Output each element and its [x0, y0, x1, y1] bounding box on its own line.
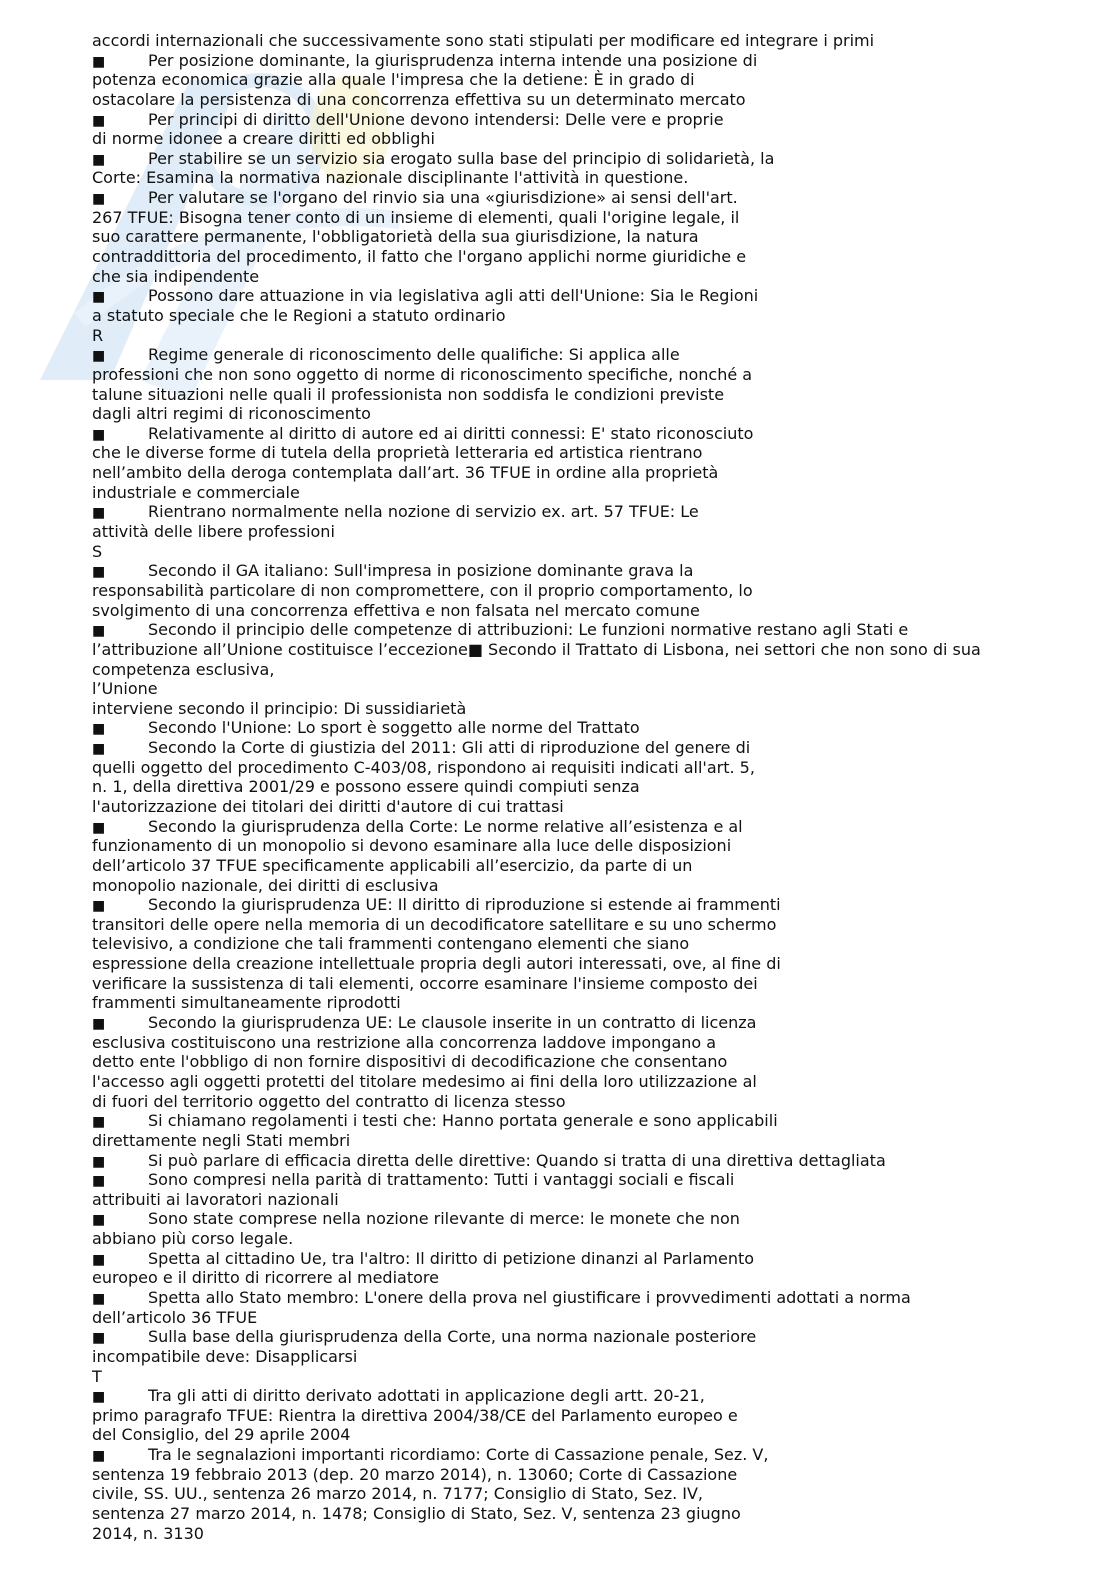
- line-text: n. 1, della direttiva 2001/29 e possono essere quindi compiuti senza: [92, 777, 640, 797]
- line-text: professioni che non sono oggetto di norme di riconoscimento specifiche, nonché a: [92, 364, 753, 384]
- line-text: di norme idonee a creare diritti ed obblighi: [92, 129, 435, 149]
- list-item: [92, 1288, 1052, 1308]
- line-text: nell’ambito della deroga contemplata dall’art. 36 TFUE in ordine alla proprietà: [92, 463, 719, 483]
- list-item: [92, 738, 1052, 758]
- bullet-icon: ■: [92, 191, 106, 208]
- list-item: [92, 1249, 1052, 1269]
- line-text: incompatibile deve: Disapplicarsi: [92, 1346, 358, 1366]
- list-item: [92, 149, 1052, 169]
- list-item: [92, 345, 1052, 365]
- line-text: Secondo il GA italiano: Sull'impresa in posizione dominante grava la: [148, 561, 694, 581]
- line-text: l’attribuzione all’Unione costituisce l’eccezione■ Secondo il Trattato di Lisbona, nei settori che non sono di sua: [92, 639, 981, 659]
- line-text: Corte: Esamina la normativa nazionale disciplinante l'attività in questione.: [92, 168, 689, 188]
- line-text: dagli altri regimi di riconoscimento: [92, 404, 371, 424]
- text-line: [92, 404, 1052, 424]
- text-line: [92, 581, 1052, 601]
- line-text: verificare la sussistenza di tali elementi, occorre esaminare l'insieme composto dei: [92, 973, 758, 993]
- line-text: Tra gli atti di diritto derivato adottati in applicazione degli artt. 20-21,: [148, 1386, 705, 1406]
- text-line: [92, 934, 1052, 954]
- line-text: primo paragrafo TFUE: Rientra la direttiva 2004/38/CE del Parlamento europeo e: [92, 1405, 738, 1425]
- line-text: R: [92, 325, 104, 345]
- line-text: che sia indipendente: [92, 266, 260, 286]
- text-line: [92, 1465, 1052, 1485]
- list-item: [92, 895, 1052, 915]
- text-line: [92, 1308, 1052, 1328]
- text-line: [92, 385, 1052, 405]
- document-page: [92, 31, 1052, 1543]
- bullet-icon: ■: [92, 112, 106, 129]
- bullet-icon: ■: [92, 289, 106, 306]
- list-item: [92, 1327, 1052, 1347]
- list-item: [92, 620, 1052, 640]
- line-text: T: [92, 1366, 102, 1386]
- bullet-icon: ■: [92, 1291, 106, 1307]
- line-text: Secondo il principio delle competenze di attribuzioni: Le funzioni normative restano agli Stati e: [148, 620, 909, 640]
- line-text: interviene secondo il principio: Di sussidiarietà: [92, 698, 467, 718]
- text-line: [92, 326, 1052, 346]
- line-text: S: [92, 541, 103, 561]
- line-text: Possono dare attuazione in via legislativa agli atti dell'Unione: Sia le Regioni: [148, 286, 759, 306]
- list-item: [92, 1151, 1052, 1171]
- line-text: Si chiamano regolamenti i testi che: Hanno portata generale e sono applicabili: [148, 1111, 778, 1131]
- text-line: [92, 1092, 1052, 1112]
- line-text: competenza esclusiva,: [92, 659, 275, 679]
- bullet-icon: ■: [92, 741, 106, 758]
- line-text: contraddittoria del procedimento, il fatto che l'organo applichi norme giuridiche e: [92, 247, 747, 267]
- text-line: [92, 463, 1052, 483]
- line-text: europeo e il diritto di ricorrere al mediatore: [92, 1268, 439, 1288]
- text-line: [92, 974, 1052, 994]
- text-line: [92, 1367, 1052, 1387]
- line-text: dell’articolo 36 TFUE: [92, 1307, 258, 1327]
- bullet-icon: ■: [92, 1173, 106, 1190]
- line-text: 267 TFUE: Bisogna tener conto di un insieme di elementi, quali l'origine legale, il: [92, 207, 740, 227]
- line-text: industriale e commerciale: [92, 482, 300, 502]
- list-item: [92, 1386, 1052, 1406]
- text-line: [92, 876, 1052, 896]
- bullet-icon: ■: [92, 1016, 106, 1033]
- line-text: Spetta allo Stato membro: L'onere della prova nel giustificare i provvedimenti adottati a norma: [148, 1288, 911, 1307]
- text-line: [92, 70, 1052, 90]
- bullet-icon: ■: [92, 898, 106, 915]
- list-item: [92, 1111, 1052, 1131]
- list-item: [92, 1445, 1052, 1465]
- list-item: [92, 718, 1052, 738]
- line-text: responsabilità particolare di non compromettere, con il proprio comportamento, lo: [92, 580, 753, 600]
- list-item: [92, 110, 1052, 130]
- line-text: accordi internazionali che successivamente sono stati stipulati per modificare ed integrare i primi: [92, 31, 875, 50]
- line-text: attribuiti ai lavoratori nazionali: [92, 1189, 339, 1209]
- line-text: Tra le segnalazioni importanti ricordiamo: Corte di Cassazione penale, Sez. V,: [148, 1445, 769, 1465]
- line-text: sentenza 27 marzo 2014, n. 1478; Consiglio di Stato, Sez. V, sentenza 23 giugno: [92, 1504, 741, 1524]
- line-text: che le diverse forme di tutela della proprietà letteraria ed artistica rientrano: [92, 443, 703, 463]
- line-text: Secondo la giurisprudenza UE: Le clausole inserite in un contratto di licenza: [148, 1013, 757, 1033]
- list-item: [92, 561, 1052, 581]
- line-text: direttamente negli Stati membri: [92, 1130, 351, 1150]
- bullet-icon: ■: [92, 1389, 106, 1406]
- text-line: [92, 777, 1052, 797]
- text-line: [92, 483, 1052, 503]
- line-text: di fuori del territorio oggetto del contratto di licenza stesso: [92, 1091, 566, 1111]
- list-item: [92, 502, 1052, 522]
- line-text: civile, SS. UU., sentenza 26 marzo 2014, n. 7177; Consiglio di Stato, Sez. IV,: [92, 1484, 704, 1504]
- text-line: [92, 1190, 1052, 1210]
- bullet-icon: ■: [92, 1330, 106, 1347]
- text-line: [92, 168, 1052, 188]
- line-text: svolgimento di una concorrenza effettiva e non falsata nel mercato comune: [92, 600, 700, 620]
- text-line: [92, 993, 1052, 1013]
- text-line: [92, 1504, 1052, 1524]
- text-line: [92, 227, 1052, 247]
- line-text: a statuto speciale che le Regioni a statuto ordinario: [92, 305, 506, 325]
- text-line: [92, 1406, 1052, 1426]
- text-line: [92, 129, 1052, 149]
- text-line: [92, 1052, 1052, 1072]
- line-text: talune situazioni nelle quali il professionista non soddisfa le condizioni previste: [92, 384, 725, 404]
- bullet-icon: ■: [92, 348, 106, 365]
- text-line: [92, 306, 1052, 326]
- text-line: [92, 1425, 1052, 1445]
- text-line: [92, 1347, 1052, 1367]
- text-line: [92, 1268, 1052, 1288]
- text-line: [92, 660, 1052, 680]
- line-text: espressione della creazione intellettuale propria degli autori interessati, ove, al fine di: [92, 954, 781, 974]
- line-text: monopolio nazionale, dei diritti di esclusiva: [92, 875, 439, 895]
- line-text: Per valutare se l'organo del rinvio sia una «giurisdizione» ai sensi dell'art.: [148, 188, 738, 208]
- text-line: [92, 208, 1052, 228]
- text-line: [92, 90, 1052, 110]
- line-text: Spetta al cittadino Ue, tra l'altro: Il diritto di petizione dinanzi al Parlamento: [148, 1248, 755, 1268]
- line-text: Regime generale di riconoscimento delle qualifiche: Si applica alle: [148, 345, 680, 365]
- text-line: [92, 1229, 1052, 1249]
- line-text: l'accesso agli oggetti protetti del titolare medesimo ai fini della loro utilizzazione al: [92, 1071, 757, 1091]
- line-text: funzionamento di un monopolio si devono esaminare alla luce delle disposizioni: [92, 836, 732, 856]
- line-text: televisivo, a condizione che tali frammenti contengano elementi che siano: [92, 934, 690, 954]
- list-item: [92, 817, 1052, 837]
- list-item: [92, 51, 1052, 71]
- line-text: Si può parlare di efficacia diretta delle direttive: Quando si tratta di una direttiva dettagliata: [148, 1150, 886, 1170]
- text-line: [92, 758, 1052, 778]
- line-text: Per posizione dominante, la giurisprudenza interna intende una posizione di: [148, 50, 758, 70]
- line-text: Secondo l'Unione: Lo sport è soggetto alle norme del Trattato: [148, 718, 640, 738]
- text-line: [92, 267, 1052, 287]
- line-text: suo carattere permanente, l'obbligatorietà della sua giurisdizione, la natura: [92, 227, 699, 247]
- bullet-icon: ■: [92, 1114, 106, 1131]
- text-line: [92, 601, 1052, 621]
- text-line: [92, 679, 1052, 699]
- line-text: Secondo la giurisprudenza UE: Il diritto di riproduzione si estende ai frammenti: [148, 895, 781, 915]
- text-line: [92, 1484, 1052, 1504]
- list-item: [92, 286, 1052, 306]
- text-line: [92, 1524, 1052, 1544]
- bullet-icon: ■: [92, 1153, 106, 1170]
- line-text: quelli oggetto del procedimento C-403/08, rispondono ai requisiti indicati all'art. 5,: [92, 757, 755, 777]
- line-text: attività delle libere professioni: [92, 522, 335, 542]
- line-text: Sono state comprese nella nozione rilevante di merce: le monete che non: [148, 1209, 740, 1229]
- text-line: [92, 856, 1052, 876]
- list-item: [92, 1013, 1052, 1033]
- text-line: [92, 915, 1052, 935]
- line-text: abbiano più corso legale.: [92, 1229, 294, 1249]
- text-line: [92, 954, 1052, 974]
- text-line: [92, 797, 1052, 817]
- bullet-icon: ■: [92, 426, 106, 443]
- line-text: Secondo la Corte di giustizia del 2011: Gli atti di riproduzione del genere di: [148, 738, 751, 758]
- line-text: Rientrano normalmente nella nozione di servizio ex. art. 57 TFUE: Le: [148, 502, 699, 522]
- line-text: 2014, n. 3130: [92, 1523, 204, 1543]
- text-line: [92, 31, 1052, 51]
- line-text: sentenza 19 febbraio 2013 (dep. 20 marzo 2014), n. 13060; Corte di Cassazione: [92, 1464, 738, 1484]
- text-line: [92, 522, 1052, 542]
- line-text: potenza economica grazie alla quale l'impresa che la detiene: È in grado di: [92, 70, 695, 90]
- bullet-icon: ■: [92, 564, 106, 581]
- text-line: [92, 1131, 1052, 1151]
- bullet-icon: ■: [92, 1251, 106, 1268]
- list-item: [92, 424, 1052, 444]
- list-item: [92, 1209, 1052, 1229]
- line-text: ostacolare la persistenza di una concorrenza effettiva su un determinato mercato: [92, 89, 746, 109]
- line-text: transitori delle opere nella memoria di un decodificatore satellitare e su uno schermo: [92, 914, 777, 934]
- text-line: [92, 1033, 1052, 1053]
- bullet-icon: ■: [92, 1212, 106, 1229]
- bullet-icon: ■: [92, 721, 106, 738]
- bullet-icon: ■: [92, 1448, 106, 1465]
- line-text: Per principi di diritto dell'Unione devono intendersi: Delle vere e proprie: [148, 109, 724, 129]
- line-text: detto ente l'obbligo di non fornire dispositivi di decodificazione che consentano: [92, 1052, 728, 1072]
- text-line: [92, 640, 1052, 660]
- text-line: [92, 365, 1052, 385]
- list-item: [92, 1170, 1052, 1190]
- text-line: [92, 836, 1052, 856]
- bullet-icon: ■: [92, 53, 106, 70]
- line-text: dell’articolo 37 TFUE specificamente applicabili all’esercizio, da parte di un: [92, 855, 693, 875]
- line-text: Per stabilire se un servizio sia erogato sulla base del principio di solidarietà, la: [148, 148, 775, 168]
- bullet-icon: ■: [92, 623, 106, 640]
- bullet-icon: ■: [92, 505, 106, 522]
- line-text: esclusiva costituiscono una restrizione alla concorrenza laddove impongano a: [92, 1032, 717, 1052]
- line-text: frammenti simultaneamente riprodotti: [92, 993, 401, 1013]
- line-text: del Consiglio, del 29 aprile 2004: [92, 1425, 351, 1445]
- list-item: [92, 188, 1052, 208]
- line-text: Sulla base della giurisprudenza della Corte, una norma nazionale posteriore: [148, 1327, 757, 1347]
- bullet-icon: ■: [92, 819, 106, 836]
- text-line: [92, 699, 1052, 719]
- line-text: Sono compresi nella parità di trattamento: Tutti i vantaggi sociali e fiscali: [148, 1170, 735, 1190]
- line-text: Relativamente al diritto di autore ed ai diritti connessi: E' stato riconosciuto: [148, 423, 754, 443]
- bullet-icon: ■: [92, 151, 106, 168]
- text-line: [92, 542, 1052, 562]
- line-text: l'autorizzazione dei titolari dei diritti d'autore di cui trattasi: [92, 796, 564, 816]
- line-text: Secondo la giurisprudenza della Corte: Le norme relative all’esistenza e al: [148, 816, 743, 836]
- text-line: [92, 443, 1052, 463]
- line-text: l’Unione: [92, 679, 158, 699]
- text-line: [92, 247, 1052, 267]
- text-line: [92, 1072, 1052, 1092]
